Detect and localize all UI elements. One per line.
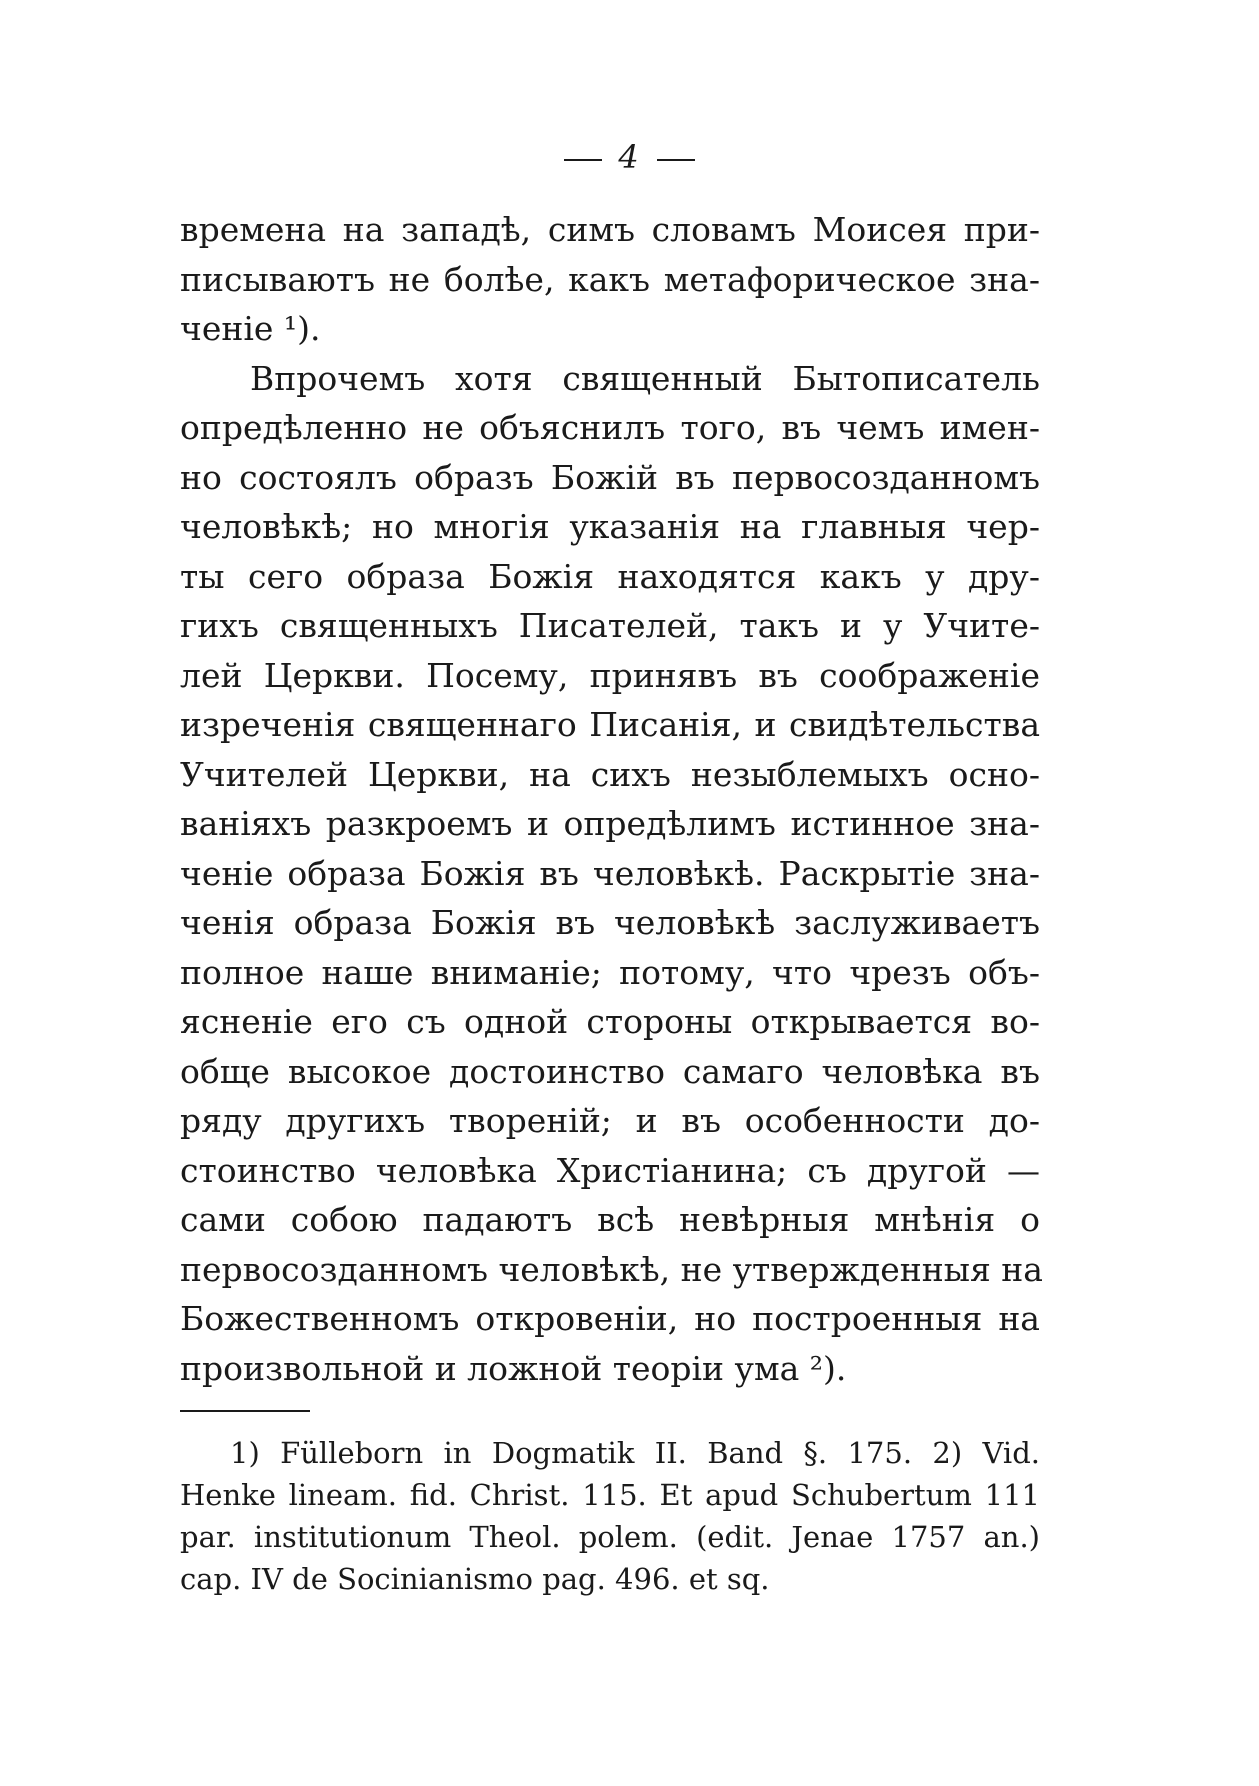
text-line: но состоялъ образъ Божій въ первосозданномъ [180, 457, 1040, 497]
text-line: ченіе образа Божія въ человѣкѣ. Раскрытіе зна- [180, 853, 1040, 893]
text-line: обще высокое достоинство самаго человѣка въ [180, 1051, 1040, 1091]
text-line: ченіе ¹). [180, 309, 321, 348]
text-line: лей Церкви. Посему, принявъ въ соображеніе [180, 655, 1040, 695]
text-line: гихъ священныхъ Писателей, такъ и у Учите- [180, 606, 1040, 645]
footnotes [180, 1432, 1040, 1600]
text-line: ваніяхъ разкроемъ и опредѣлимъ истинное зна- [180, 804, 1040, 843]
text-line: ясненіе его съ одной стороны открывается во- [180, 1002, 1040, 1041]
text-line: времена на западѣ, симъ словамъ Моисея при- [180, 210, 1040, 249]
text-line: опредѣленно не объяснилъ того, въ чемъ имен- [180, 408, 1040, 447]
text-line: изреченія священнаго Писанія, и свидѣтельства [180, 705, 1040, 744]
text-line: человѣкѣ; но многія указанія на главныя чер- [180, 507, 1040, 546]
body-text [180, 205, 1043, 1393]
paragraph-1 [180, 205, 1040, 354]
text-line: ряду другихъ твореній; и въ особенности до- [180, 1101, 1040, 1140]
footnote-line: 1) Fülleborn in Dogmatik II. Band §. 175. 2) Vid. [230, 1436, 1040, 1470]
footnote-divider [180, 1410, 310, 1412]
text-line: произвольной и ложной теоріи ума ²). [180, 1348, 847, 1388]
text-line: Божественномъ откровеніи, но построенныя на [180, 1299, 1040, 1338]
page-number-dash-right [657, 159, 695, 161]
text-line: первосозданномъ человѣкѣ, не утвержденныя на [180, 1249, 1043, 1289]
footnote-line: Henke lineam. fid. Christ. 115. Et apud Schubertum 111 [180, 1478, 1040, 1512]
footnote-line: par. institutionum Theol. polem. (edit. Jenae 1757 an.) [180, 1520, 1040, 1554]
text-line: Впрочемъ хотя священный Бытописатель [250, 358, 1040, 398]
text-line: полное наше вниманіе; потому, что чрезъ объ- [180, 952, 1040, 992]
paragraph-2 [180, 354, 1043, 1394]
page-number-value: 4 [618, 138, 641, 176]
text-line: сами собою падаютъ всѣ невѣрныя мнѣнія о [180, 1200, 1040, 1239]
footnote-line: cap. IV de Socinianismo pag. 496. et sq. [180, 1562, 770, 1596]
text-line: ты сего образа Божія находятся какъ у дру- [180, 556, 1040, 596]
page-number [0, 138, 1259, 176]
page-number-dash-left [564, 159, 602, 161]
text-line: писываютъ не болѣе, какъ метафорическое зна- [180, 259, 1040, 299]
text-line: Учителей Церкви, на сихъ незыблемыхъ осно- [180, 754, 1040, 794]
text-line: ченія образа Божія въ человѣкѣ заслуживаетъ [180, 903, 1040, 942]
text-line: стоинство человѣка Христіанина; съ другой — [180, 1150, 1040, 1190]
